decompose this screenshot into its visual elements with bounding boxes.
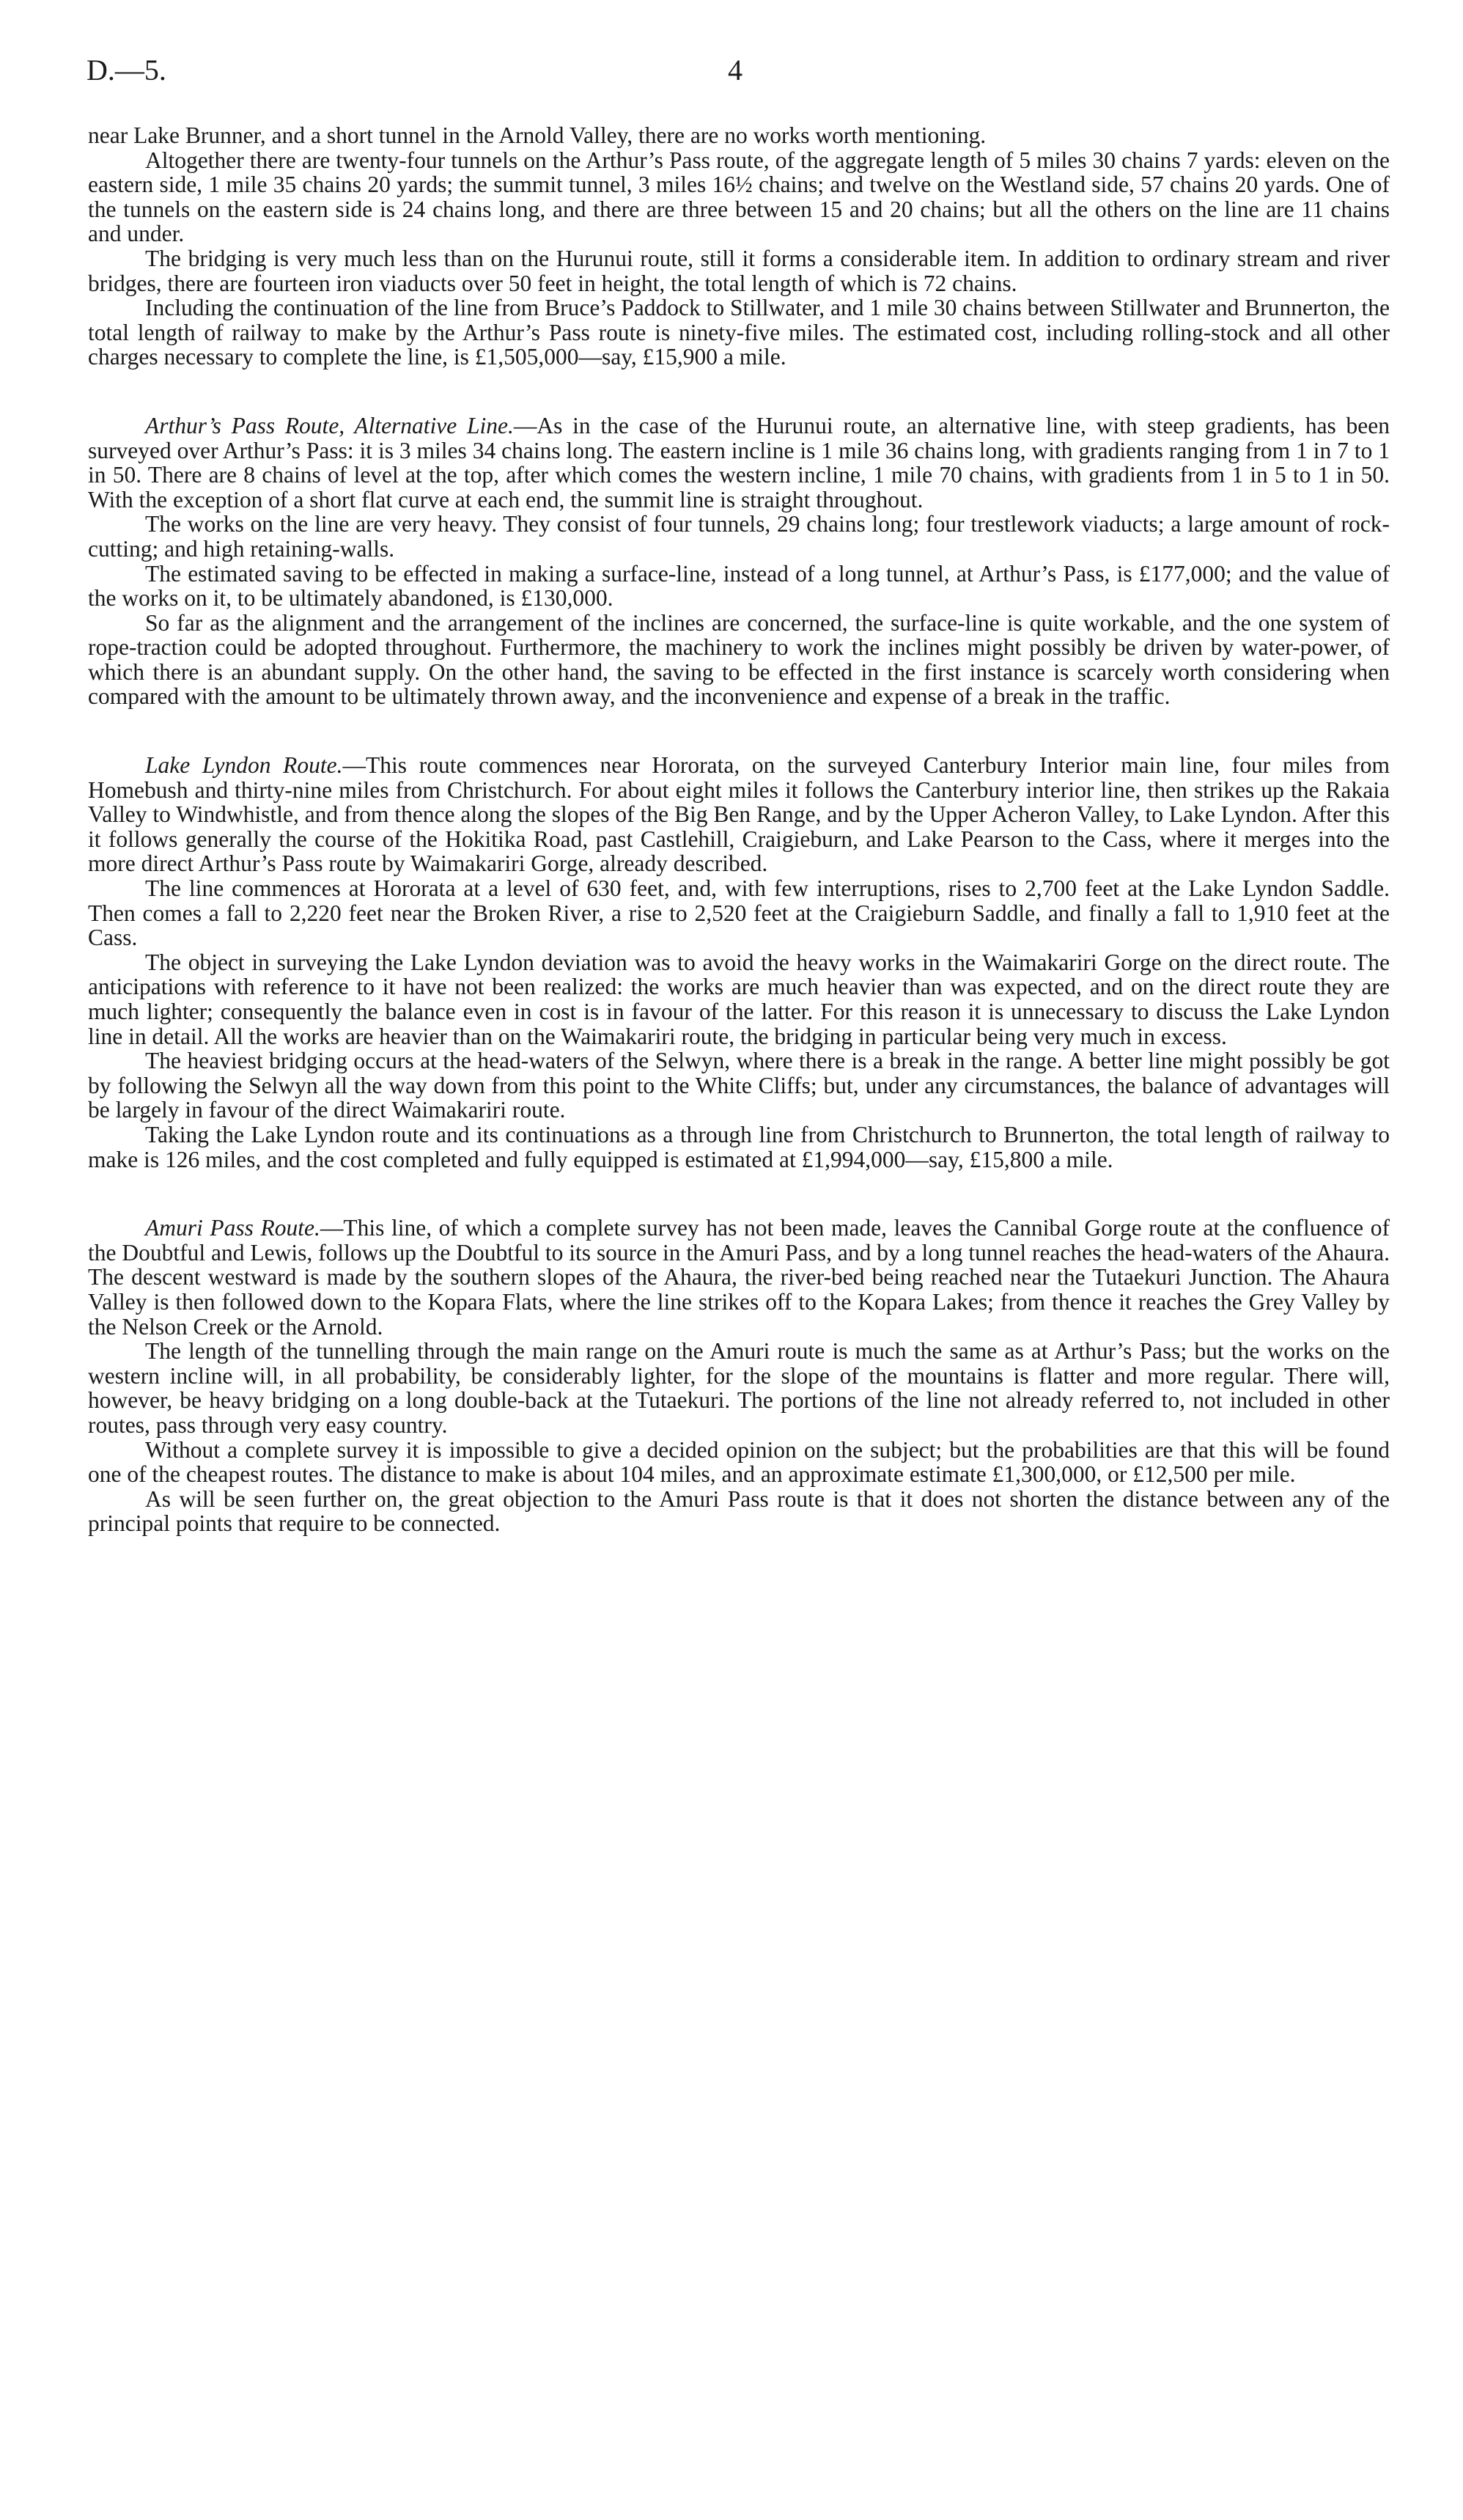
paragraph: As will be seen further on, the great objection to the Amuri Pass route is that it does not shorten the distance between any of the principal points that require to be connected. — [88, 1485, 1390, 1537]
paragraph — [88, 753, 1390, 876]
document-reference: D.—5. — [86, 54, 166, 87]
paragraph: Without a complete survey it is impossible to give a decided opinion on the subject; but the probabilities are that this will be found one of the cheapest routes. The distance to make is about 104 miles, and an approximate estimate £1,300,000, or £12,500 per mile. — [88, 1436, 1390, 1488]
paragraph: Altogether there are twenty-four tunnels on the Arthur’s Pass route, of the aggregate length of 5 miles 30 chains 7 yards: eleven on the eastern side, 1 mile 35 chains 20 yards; the summit tunnel, 3 miles 16½ chains; and twelve on the Westland side, 57 chains 20 yards. One of the tunnels on the eastern side is 24 chains long, and there are three between 15 and 20 chains; but all the others on the line are 11 chains and under. — [88, 147, 1390, 247]
paragraph: The line commences at Hororata at a level of 630 feet, and, with few interruptions, rises to 2,700 feet at the Lake Lyndon Saddle. Then comes a fall to 2,220 feet near the Broken River, a rise to 2,520 feet at the Craigieburn Saddle, and finally a fall to 1,910 feet at the Cass. — [88, 875, 1390, 951]
section-lake-lyndon — [88, 753, 1390, 1172]
section-arthurs-pass — [88, 123, 1390, 370]
paragraph: Taking the Lake Lyndon route and its continuations as a through line from Christchurch to Brunnerton, the total length of railway to make is 126 miles, and the cost completed and fully equipped is estimated at £1,994,000—say, £15,800 a mile. — [88, 1121, 1390, 1172]
paragraph: near Lake Brunner, and a short tunnel in the Arnold Valley, there are no works worth mentioning. — [88, 122, 987, 148]
paragraph: Including the continuation of the line from Bruce’s Paddock to Stillwater, and 1 mile 30 chains between Stillwater and Brunnerton, the total length of railway to make by the Arthur’s Pass route is ninety-five miles. The estimated cost, including rolling-stock and all other charges necessary to complete the line, is £1,505,000—say, £15,900 a mile. — [88, 295, 1390, 370]
section-alternative-line — [88, 414, 1390, 709]
paragraph-text: —This route commences near Hororata, on the surveyed Canterbury Interior main line, four miles from Homebush and thirty-nine miles from Christchurch. For about eight miles it follows the Canterbury interior line, then strikes up the Rakaia Valley to Windwhistle, and from thence along the slopes of the Big Ben Range, and by the Upper Acheron Valley, to Lake Lyndon. After this it follows generally the course of the Hokitika Road, past Castlehill, Craigieburn, and Lake Pearson to the Cass, where it merges into the more direct Arthur’s Pass route by Waimakariri Gorge, already described. — [88, 752, 1390, 877]
paragraph-text: —As in the case of the Hurunui route, an alternative line, with steep gradients, has been surveyed over Arthur’s Pass: it is 3 miles 34 chains long. The eastern incline is 1 mile 36 chains long, with gradients ranging from 1 in 7 to 1 in 50. There are 8 chains of level at the top, after which comes the western incline, 1 mile 70 chains, with gradients from 1 in 5 to 1 in 50. With the exception of a short flat curve at each end, the summit line is straight throughout. — [88, 412, 1390, 513]
paragraph-text: —This line, of which a complete survey has not been made, leaves the Cannibal Gorge route at the confluence of the Doubtful and Lewis, follows up the Doubtful to its source in the Amuri Pass, and by a long tunnel reaches the head-waters of the Ahaura. The descent westward is made by the southern slopes of the Ahaura, the river-bed being reached near the Tutaekuri Junction. The Ahaura Valley is then followed down to the Kopara Flats, where the line strikes off to the Kopara Lakes; from thence it reaches the Grey Valley by the Nelson Creek or the Arnold. — [88, 1215, 1390, 1340]
paragraph: So far as the alignment and the arrangement of the inclines are concerned, the surface-line is quite workable, and the one system of rope-traction could be adopted throughout. Furthermore, the machinery to work the inclines might possibly be driven by water-power, of which there is an abundant supply. On the other hand, the saving to be effected in the first instance is scarcely worth considering when compared with the amount to be ultimately thrown away, and the inconvenience and expense of a break in the traffic. — [88, 609, 1390, 710]
paragraph: The estimated saving to be effected in making a surface-line, instead of a long tunnel, at Arthur’s Pass, is £177,000; and the value of the works on it, to be ultimately abandoned, is £130,000. — [88, 560, 1390, 611]
paragraph: The heaviest bridging occurs at the head-waters of the Selwyn, where there is a break in the range. A better line might possibly be got by following the Selwyn all the way down from this point to the White Cliffs; but, under any circumstances, the balance of advantages will be largely in favour of the direct Waimakariri route. — [88, 1048, 1390, 1123]
paragraph — [88, 1216, 1390, 1339]
section-title: Amuri Pass Route. — [145, 1215, 320, 1241]
page-header — [86, 53, 1391, 97]
page-body — [88, 123, 1390, 1536]
page-number: 4 — [728, 54, 742, 87]
paragraph: The works on the line are very heavy. They consist of four tunnels, 29 chains long; four trestlework viaducts; a large amount of rock-cutting; and high retaining-walls. — [88, 511, 1390, 562]
section-title: Lake Lyndon Route. — [145, 752, 343, 779]
paragraph: The length of the tunnelling through the main range on the Amuri route is much the same as at Arthur’s Pass; but the works on the western incline will, in all probability, be considerably lighter, for the slope of the mountains is flatter and more regular. There will, however, be heavy bridging on a long double-back at the Tutaekuri. The portions of the line not already referred to, not included in other routes, pass through very easy country. — [88, 1338, 1390, 1438]
paragraph: The bridging is very much less than on the Hurunui route, still it forms a considerable item. In addition to ordinary stream and river bridges, there are fourteen iron viaducts over 50 feet in height, the total length of which is 72 chains. — [88, 245, 1390, 296]
section-title: Arthur’s Pass Route, Alternative Line. — [145, 412, 514, 438]
paragraph — [88, 414, 1390, 512]
paragraph: The object in surveying the Lake Lyndon deviation was to avoid the heavy works in the Waimakariri Gorge on the direct route. The anticipations with reference to it have not been realized: the works are much heavier than was expected, and on the direct route they are much lighter; consequently the balance even in cost is in favour of the latter. For this reason it is unnecessary to discuss the Lake Lyndon line in detail. All the works are heavier than on the Waimakariri route, the bridging in particular being very much in excess. — [88, 949, 1390, 1049]
section-amuri-pass — [88, 1216, 1390, 1536]
